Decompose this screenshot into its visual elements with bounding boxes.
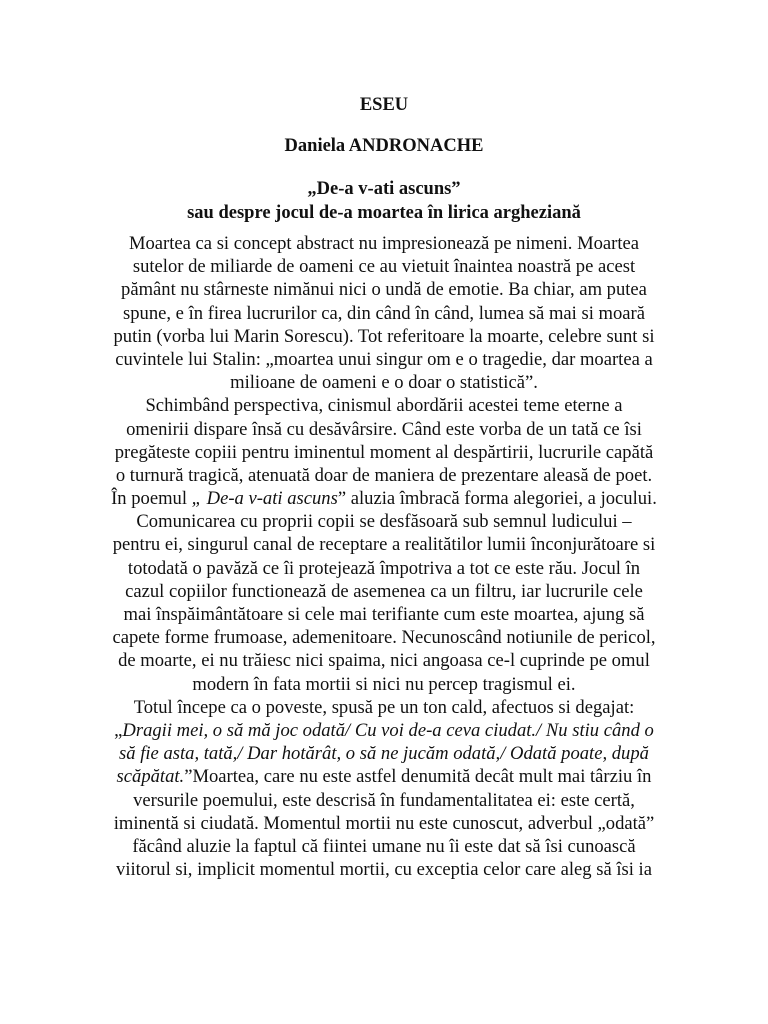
text-line xyxy=(0,626,768,649)
text-line xyxy=(0,232,768,255)
text-segment: Comunicarea cu proprii copii se desfăsoară sub semnul ludicului – xyxy=(136,511,632,533)
text-segment: putin (vorba lui Marin Sorescu). Tot referitoare la moarte, celebre sunt si xyxy=(113,325,655,347)
text-segment: pregăteste copiii pentru iminentul moment al despărtirii, lucrurile capătă xyxy=(114,441,654,463)
text-segment: În poemul xyxy=(111,488,192,510)
italic-segment: Dragii mei, o să mă joc odată/ Cu voi de-a ceva ciudat./ Nu stiu când o xyxy=(122,719,654,741)
text-segment: spune, e în firea lucrurilor ca, din când în când, lumea să mai si moară xyxy=(123,302,645,324)
text-segment: omenirii dispare însă cu desăvârsire. Când este vorba de un tată ce îsi xyxy=(126,418,642,440)
text-line xyxy=(0,394,768,417)
text-line xyxy=(0,533,768,556)
text-segment: o turnură tragică, atenuată doar de maniera de prezentare aleasă de poet. xyxy=(115,464,653,486)
text-line xyxy=(0,765,768,788)
text-line xyxy=(0,441,768,464)
text-line xyxy=(0,371,768,394)
text-line xyxy=(0,464,768,487)
text-segment: versurile poemului, este descrisă în fundamentalitatea ei: este certă, xyxy=(133,789,635,811)
text-segment: de moarte, ei nu trăiesc nici spaima, nici angoasa ce-l cuprinde pe omul xyxy=(118,650,650,672)
text-line xyxy=(0,302,768,325)
text-line xyxy=(0,835,768,858)
text-segment: viitorul si, implicit momentul mortii, cu exceptia celor care aleg să îsi ia xyxy=(116,859,652,881)
text-line xyxy=(0,487,768,510)
text-segment: cazul copiilor functionează de asemenea ca un filtru, iar lucrurile cele xyxy=(125,580,643,602)
text-line xyxy=(0,603,768,626)
text-segment: făcând aluzie la faptul că fiintei umane nu îi este dat să îsi cunoască xyxy=(132,835,636,857)
text-line xyxy=(0,325,768,348)
text-segment: milioane de oameni e o doar o statistică”. xyxy=(230,372,538,394)
text-line xyxy=(0,255,768,278)
text-segment: ” aluzia îmbracă forma alegoriei, a jocului. xyxy=(337,488,657,510)
text-line xyxy=(0,696,768,719)
essay-body xyxy=(0,232,768,881)
text-line xyxy=(0,812,768,835)
text-segment: „ xyxy=(114,719,123,741)
text-line xyxy=(0,278,768,301)
text-line xyxy=(0,510,768,533)
text-line xyxy=(0,348,768,371)
text-segment: Totul începe ca o poveste, spusă pe un ton cald, afectuos si degajat: xyxy=(133,696,635,718)
text-line xyxy=(0,418,768,441)
essay-subtitle: sau despre jocul de-a moartea în lirica argheziană xyxy=(187,203,581,223)
text-line xyxy=(0,742,768,765)
text-line xyxy=(0,719,768,742)
text-segment: pământ nu stârneste nimănui nici o undă de emotie. Ba chiar, am putea xyxy=(121,279,647,301)
text-line xyxy=(0,858,768,881)
text-segment: mai înspăimântătoare si cele mai terifiante cum este moartea, ajung să xyxy=(123,604,645,625)
text-segment: cuvintele lui Stalin: „moartea unui singur om e o tragedie, dar moartea a xyxy=(115,348,653,370)
author-name: Daniela ANDRONACHE xyxy=(284,136,484,156)
text-segment: ”Moartea, care nu este astfel denumită decât mult mai târziu în xyxy=(184,766,652,788)
text-segment: totodată o pavăză ce îi protejează împotriva a tot ce este rău. Jocul în xyxy=(127,557,641,579)
text-line xyxy=(0,580,768,603)
text-line xyxy=(0,557,768,580)
text-segment: iminentă si ciudată. Momentul mortii nu este cunoscut, adverbul „odată” xyxy=(113,812,655,834)
essay-title: „De-a v-ati ascuns” xyxy=(307,179,461,199)
italic-segment: „ De-a v-ati ascuns xyxy=(191,488,338,510)
italic-segment: scăpătat. xyxy=(116,766,185,788)
text-segment: Moartea ca si concept abstract nu impresionează pe nimeni. Moartea xyxy=(128,233,640,254)
text-line xyxy=(0,649,768,672)
text-segment: capete forme frumoase, ademenitoare. Necunoscând notiunile de pericol, xyxy=(112,627,656,649)
italic-segment: să fie asta, tată,/ Dar hotărât, o să ne jucăm odată,/ Odată poate, după xyxy=(119,743,649,765)
text-line xyxy=(0,789,768,812)
text-segment: sutelor de miliarde de oameni ce au vietuit înaintea noastră pe acest xyxy=(132,256,636,278)
text-segment: pentru ei, singurul canal de receptare a realitătilor lumii înconjurătoare si xyxy=(112,534,656,556)
text-line xyxy=(0,673,768,696)
text-segment: Schimbând perspectiva, cinismul abordării acestei teme eterne a xyxy=(145,395,623,417)
text-segment: modern în fata mortii si nici nu percep tragismul ei. xyxy=(192,673,576,695)
document-heading: ESEU xyxy=(359,95,409,115)
